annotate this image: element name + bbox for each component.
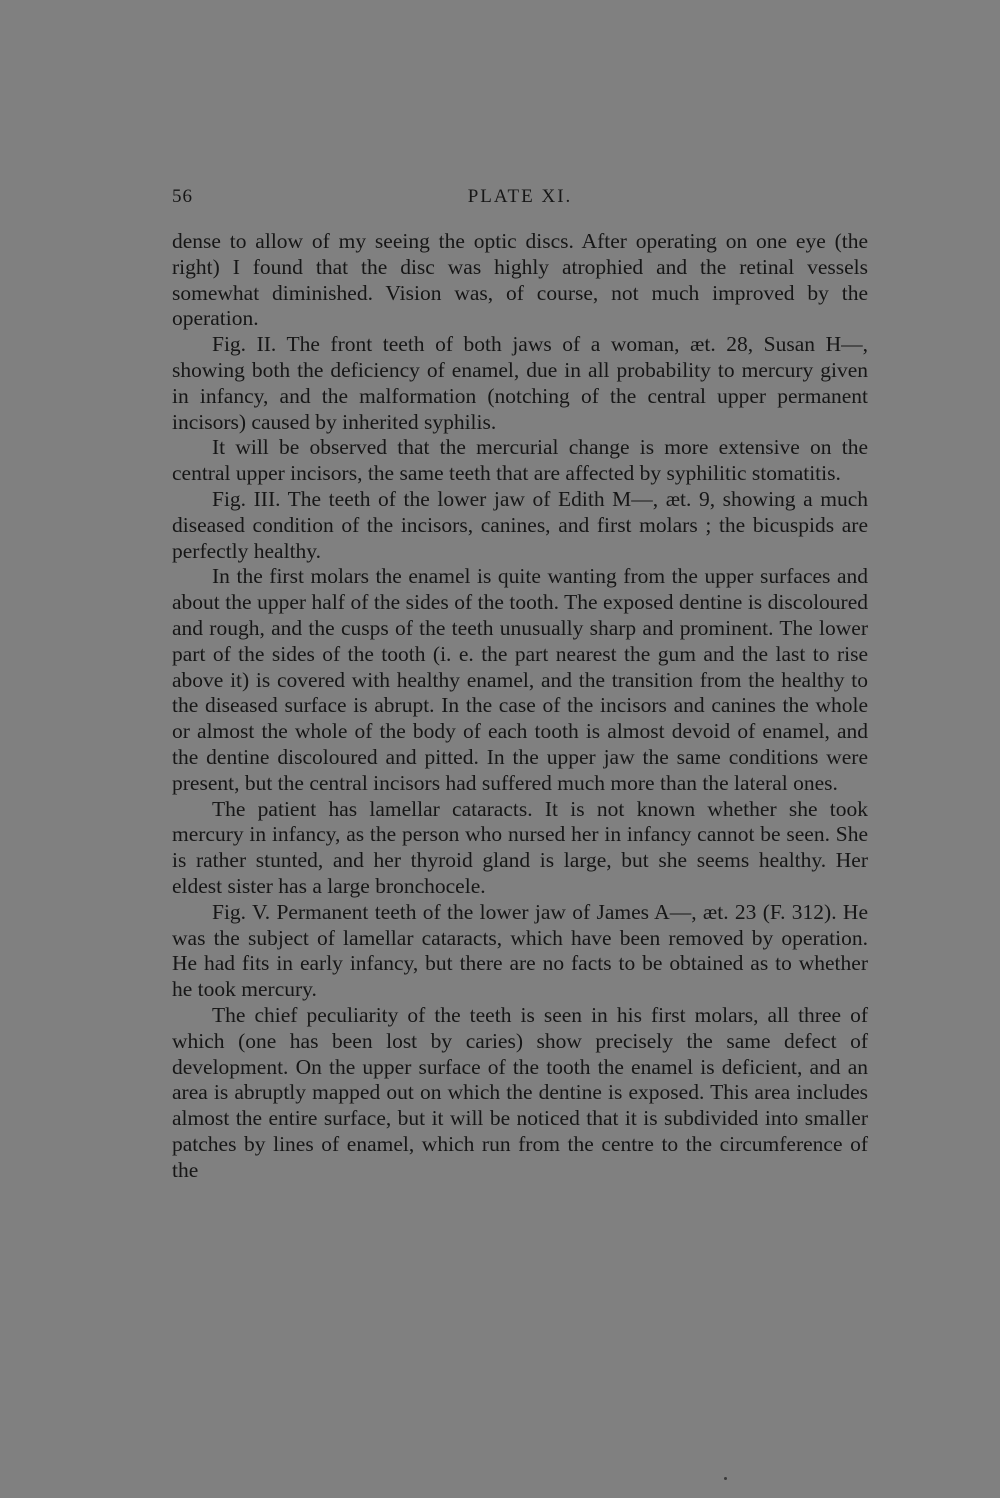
paragraph-chief-peculiarity: The chief peculiarity of the teeth is seen in his first molars, all three of which (one has been lost by caries) show precisely the same defect of development. On the upper surface of the tooth the enamel is deficient, and an area is abruptly mapped out on which the dentine is exposed. This area includes almost the entire surface, but it will be noticed that it is subdivided into smaller patches by lines of enamel, which run from the centre to the circumference of the [172,1002,868,1182]
running-head [172,186,868,216]
running-title: PLATE XI. [467,186,573,207]
paragraph-mercurial-change: It will be observed that the mercurial change is more extensive on the central upper incisors, the same teeth that are affected by syphilitic stomatitis. [172,435,868,486]
paragraph-fig-3: Fig. III. The teeth of the lower jaw of Edith M—, æt. 9, showing a much diseased condition of the incisors, canines, and first molars ; the bicuspids are perfectly healthy. [172,486,868,563]
body-text [172,229,868,1183]
paragraph-fig-2: Fig. II. The front teeth of both jaws of a woman, æt. 28, Susan H—, showing both the deficiency of enamel, due in all probability to mercury given in infancy, and the malformation (notching of the central upper permanent incisors) caused by inherited syphilis. [172,332,868,434]
scan-speck [724,1477,727,1480]
paragraph-lamellar-cataracts: The patient has lamellar cataracts. It is not known whether she took mercury in infancy, as the person who nursed her in infancy cannot be seen. She is rather stunted, and her thyroid gland is large, but she seems healthy. Her eldest sister has a large bronchocele. [172,796,868,898]
paragraph-continued: dense to allow of my seeing the optic discs. After operating on one eye (the right) I found that the disc was highly atrophied and the retinal vessels somewhat diminished. Vision was, of course, not much improved by the operation. [172,229,868,331]
page-number: 56 [172,186,193,207]
paragraph-fig-5: Fig. V. Permanent teeth of the lower jaw of James A—, æt. 23 (F. 312). He was the subject of lamellar cataracts, which have been removed by operation. He had fits in early infancy, but there are no facts to be obtained as to whether he took mercury. [172,899,868,1002]
paragraph-first-molars: In the first molars the enamel is quite wanting from the upper surfaces and about the upper half of the sides of the tooth. The exposed dentine is discoloured and rough, and the cusps of the teeth unusually sharp and prominent. The lower part of the sides of the tooth (i. e. the part nearest the gum and the last to rise above it) is covered with healthy enamel, and the transition from the healthy to the diseased surface is abrupt. In the case of the incisors and canines the whole or almost the whole of the body of each tooth is almost devoid of enamel, and the dentine discoloured and pitted. In the upper jaw the same conditions were present, but the central incisors had suffered much more than the lateral ones. [172,564,868,795]
book-page [172,186,868,1183]
